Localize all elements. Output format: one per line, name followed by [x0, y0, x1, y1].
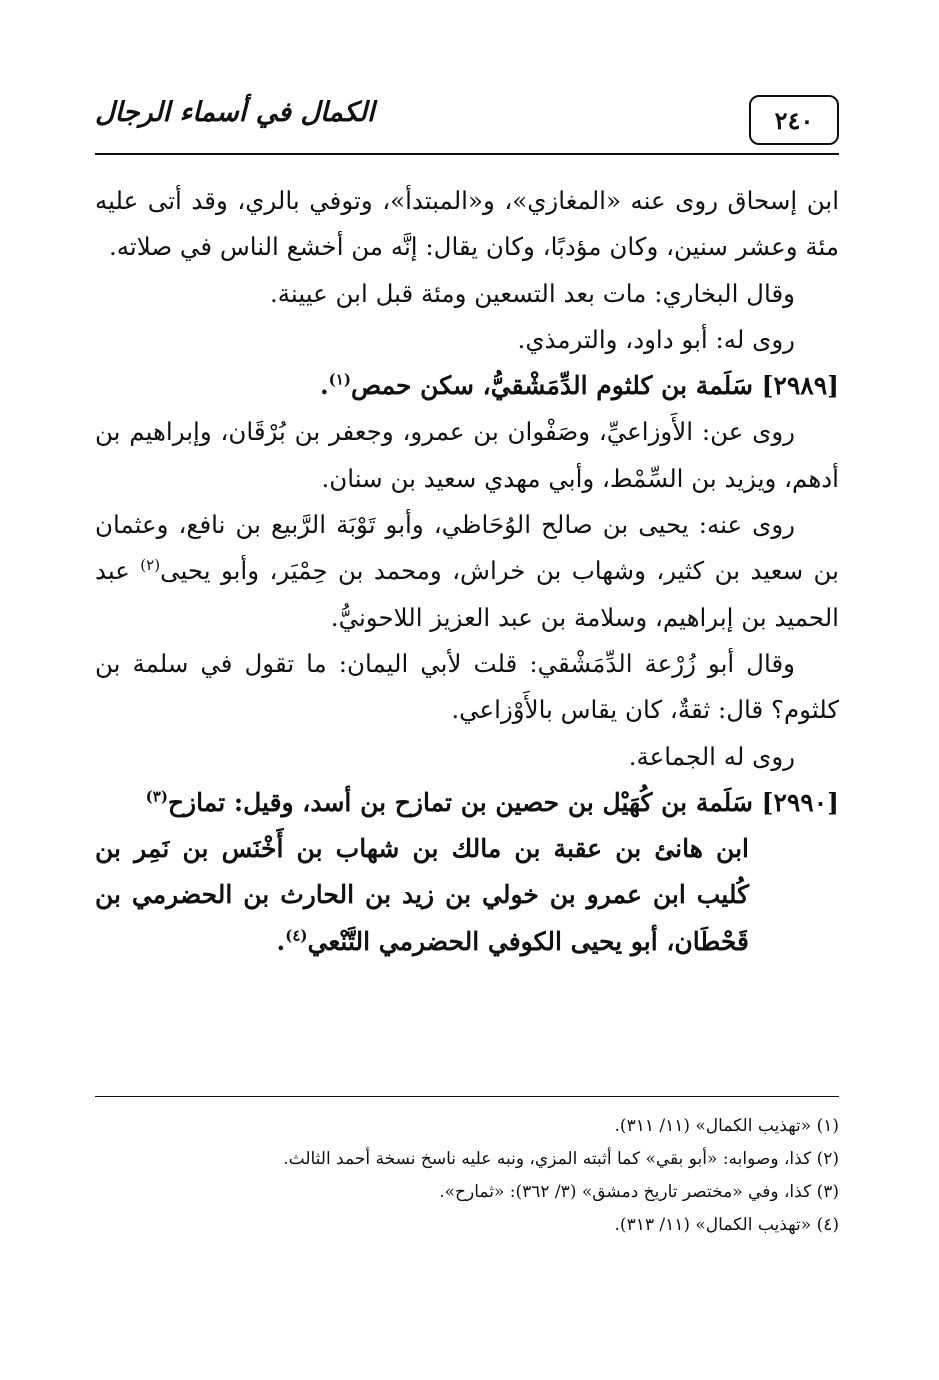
footnote-ref: (٣): [145, 787, 168, 806]
footnote-ref: (١): [328, 370, 351, 389]
page-header: [95, 95, 839, 155]
entry-heading-continuation: [95, 826, 839, 965]
paragraph: [95, 502, 839, 641]
book-title: الكمال في أسماء الرجال: [95, 97, 375, 128]
footnote: (٣) كذا، وفي «مختصر تاريخ دمشق» (٣/ ٣٦٢): «ثمارح».: [439, 1182, 839, 1202]
page-number: ٢٤٠: [749, 95, 839, 145]
entry-heading-text: [٢٩٩٠] سَلَمة بن كُهَيْل بن حصين بن تمازح بن أسد، وقيل: تمازح: [167, 787, 839, 817]
footnotes: [95, 1110, 839, 1242]
footnote: (٢) كذا، وصوابه: «أبو بقي» كما أثبته المزي، ونبه عليه ناسخ نسخة أحمد الثالث.: [283, 1149, 839, 1169]
entry-heading-2990: [95, 780, 839, 826]
paragraph: روى عن: الأَوزاعيِّ، وصَفْوان بن عمرو، وجعفر بن بُرْقَان، وإبراهيم بن أدهم، ويزيد بن السِّمْط، وأبي مهدي سعيد بن سنان.: [95, 417, 839, 493]
entry-heading-text: [٢٩٨٩] سَلَمة بن كلثوم الدِّمَشْقيُّ، سكن حمص: [350, 371, 839, 401]
paragraph: روى له الجماعة.: [628, 741, 795, 771]
footnote-ref: (٤): [285, 926, 308, 945]
entry-heading-2989: [95, 363, 839, 409]
entry-heading-text: ابن هانئ بن عقبة بن مالك بن شهاب بن أَخْنَس بن نَمِر بن كُليب ابن عمرو بن خولي بن زيد بن الحارث بن الحضرمي بن قَحْطَان، أبو يحيى الكوفي الحضرمي التَّنْعي: [95, 834, 749, 956]
paragraph-text: عبد الحميد بن إبراهيم، وسلامة بن عبد العزيز اللاحونيُّ.: [95, 556, 839, 632]
footnote: (٤) «تهذيب الكمال» (١١/ ٣١٣).: [614, 1215, 839, 1235]
paragraph: روى له: أبو داود، والترمذي.: [517, 324, 795, 354]
main-text: [95, 178, 839, 965]
paragraph: وقال أبو زُرْعة الدِّمَشْقي: قلت لأبي اليمان: ما تقول في سلمة بن كلثوم؟ قال: ثقةٌ، كان يقاس بالأَوْزاعي.: [95, 648, 839, 725]
paragraph: ابن إسحاق روى عنه «المغازي»، و«المبتدأ»، وتوفي بالري، وقد أتى عليه مئة وعشر سنين، وكان مؤدبًا، وكان يقال: إنَّه من أخشع الناس في صلاته.: [95, 186, 839, 262]
entry-heading-end: .: [319, 371, 329, 401]
entry-heading-end: .: [276, 926, 286, 956]
paragraph: وقال البخاري: مات بعد التسعين ومئة قبل ابن عيينة.: [270, 278, 795, 308]
footnote: (١) «تهذيب الكمال» (١١/ ٣١١).: [614, 1116, 839, 1136]
footnote-divider: [95, 1096, 839, 1097]
paragraph-text: روى عنه: يحيى بن صالح الوُحَاظي، وأبو تَوْبَة الرَّبيع بن نافع، وعثمان بن سعيد بن كثير، وشهاب بن خراش، ومحمد بن حِمْيَر، وأبو يحيى: [95, 510, 839, 586]
footnote-ref: (٢): [140, 556, 161, 575]
